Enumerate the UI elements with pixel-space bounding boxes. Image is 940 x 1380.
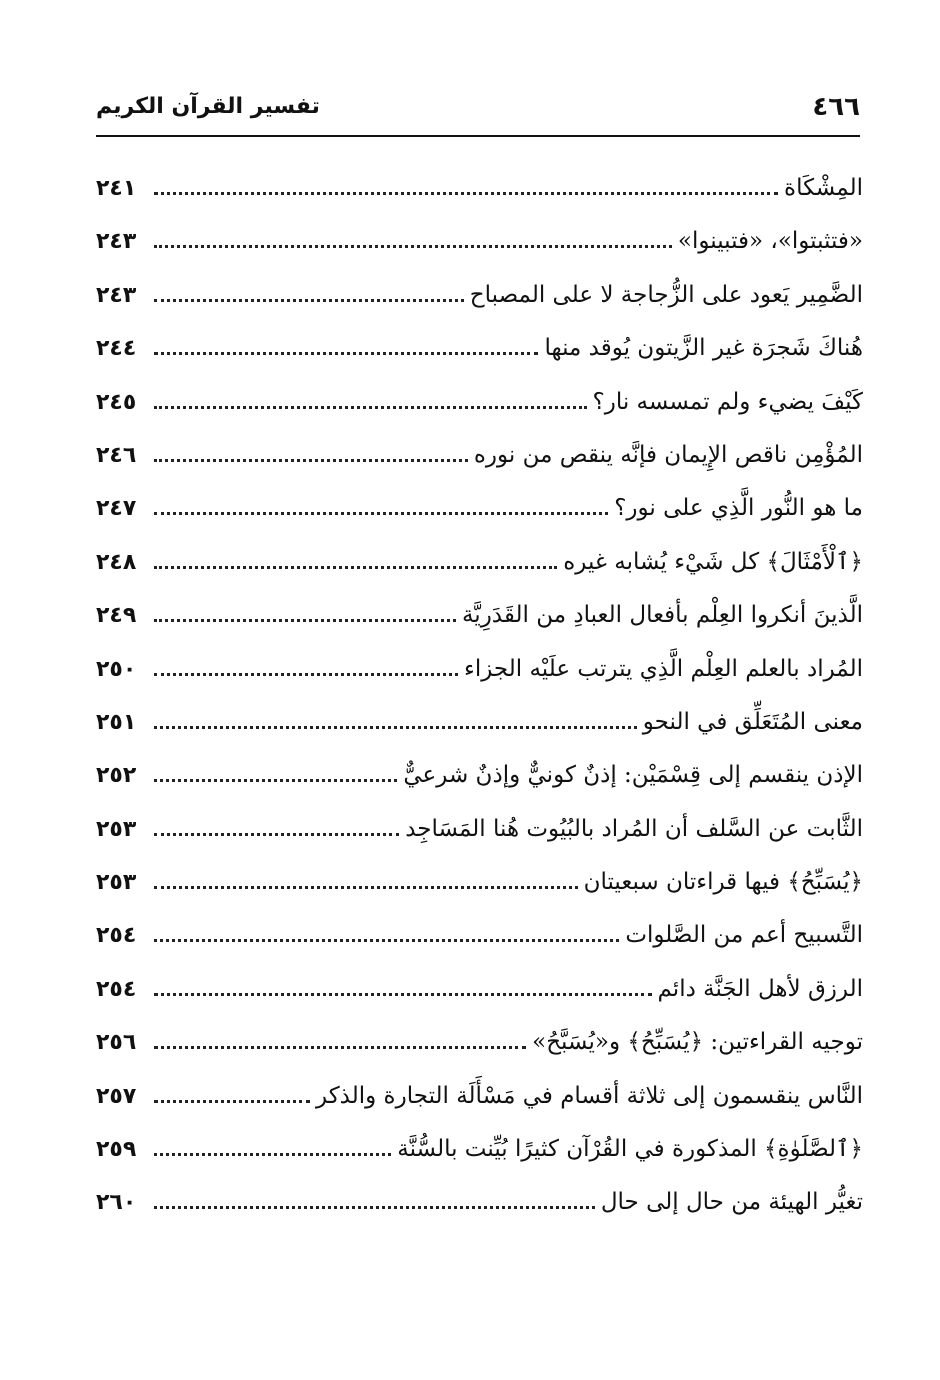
toc-entry-page: ٢٦٠	[96, 1190, 137, 1216]
toc-entry-title: الثَّابت عن السَّلف أن المُراد بالبُيُوت هُنا المَسَاجِد	[405, 815, 863, 842]
toc-entry	[96, 1019, 863, 1072]
running-header	[96, 88, 860, 134]
toc-entry-page: ٢٤٤	[96, 336, 137, 362]
toc-entry	[96, 165, 863, 218]
dot-leader	[154, 245, 672, 248]
dot-leader	[154, 993, 652, 996]
toc-entry-page: ٢٥٤	[96, 976, 137, 1002]
toc-entry-page: ٢٥٣	[96, 816, 137, 842]
dot-leader	[154, 833, 399, 836]
toc-entry-page: ٢٤١	[96, 176, 137, 201]
toc-entry	[96, 592, 863, 645]
toc-entry-title: النَّاس ينقسمون إلى ثلاثة أقسام في مَسْأَلَة التجارة والذكر	[316, 1082, 863, 1109]
dot-leader	[154, 459, 468, 462]
toc-entry-title: التَّسبيح أعم من الصَّلوات	[625, 922, 863, 949]
toc-entry-title: ما هو النُّور الَّذِي على نور؟	[614, 495, 863, 522]
dot-leader	[154, 619, 456, 622]
toc-entry-title: معنى المُتَعَلِّق في النحو	[642, 708, 863, 735]
dot-leader	[154, 673, 458, 676]
toc-entry-page: ٢٥٦	[96, 1030, 137, 1056]
toc-entry-title: الإذن ينقسم إلى قِسْمَيْن: إذنٌ كونيٌّ وإذنٌ شرعيٌّ	[403, 762, 863, 789]
toc-entry-title: هُناكَ شَجرَة غير الزَّيتون يُوقد منها	[544, 335, 863, 362]
toc-entry-page: ٢٤٧	[96, 496, 137, 522]
toc-entry-page: ٢٤٨	[96, 549, 137, 575]
toc-entry	[96, 272, 863, 325]
toc-entry	[96, 1179, 863, 1232]
toc-entry	[96, 325, 863, 378]
toc-entry-title: الَّذينَ أنكروا العِلْم بأفعال العبادِ من القَدَرِيَّة	[461, 602, 863, 629]
toc-entry	[96, 485, 863, 538]
header-divider	[96, 135, 860, 137]
dot-leader	[154, 1100, 310, 1103]
toc-entry	[96, 806, 863, 859]
toc-entry-page: ٢٤٥	[96, 389, 137, 415]
toc-entry-page: ٢٤٣	[96, 282, 137, 308]
toc-entry-title: الرزق لأهل الجَنَّة دائم	[657, 975, 863, 1002]
toc-entry	[96, 966, 863, 1019]
table-of-contents	[96, 165, 863, 1233]
toc-entry	[96, 912, 863, 965]
dot-leader	[154, 1046, 526, 1049]
toc-entry	[96, 1073, 863, 1126]
toc-entry-page: ٢٤٣	[96, 229, 137, 255]
toc-entry-title: تغيُّر الهيئة من حال إلى حال	[600, 1189, 863, 1216]
toc-entry-title: ﴿ٱلْأَمْثَالَ﴾ كل شَيْء يُشابه غيره	[563, 548, 863, 575]
dot-leader	[154, 1206, 595, 1209]
toc-entry-title: المِشْكَاة	[784, 175, 863, 201]
toc-entry-page: ٢٥٩	[96, 1137, 137, 1163]
toc-entry	[96, 646, 863, 699]
dot-leader	[154, 939, 619, 942]
page-number: ٤٦٦	[812, 92, 860, 122]
toc-entry	[96, 539, 863, 592]
toc-entry-title: «فتثبتوا»، «فتبينوا»	[677, 228, 863, 255]
toc-entry-page: ٢٤٩	[96, 603, 137, 629]
toc-entry	[96, 218, 863, 271]
toc-entry-page: ٢٥٠	[96, 656, 137, 682]
toc-entry-page: ٢٥٤	[96, 923, 137, 949]
toc-entry-page: ٢٥١	[96, 709, 137, 735]
toc-entry-title: المُراد بالعلم العِلْم الَّذِي يترتب علَيْه الجزاء	[464, 655, 863, 682]
toc-entry	[96, 379, 863, 432]
dot-leader	[154, 886, 578, 889]
toc-entry-title: ﴿يُسَبِّحُ﴾ فيها قراءتان سبعيتان	[583, 869, 863, 896]
dot-leader	[154, 726, 637, 729]
dot-leader	[154, 299, 464, 302]
dot-leader	[154, 512, 608, 515]
toc-entry-page: ٢٥٢	[96, 763, 137, 789]
toc-entry-title: المُؤْمِن ناقص الإِيمان فإنَّه ينقص من نوره	[473, 441, 863, 468]
book-title: تفسير القرآن الكريم	[96, 94, 320, 119]
dot-leader	[154, 192, 778, 195]
toc-entry-title: ﴿ٱلصَّلَوٰةِ﴾ المذكورة في القُرْآن كثيرًا بُيِّنت بالسُّنَّة	[397, 1136, 863, 1163]
toc-entry	[96, 752, 863, 805]
toc-entry	[96, 432, 863, 485]
toc-entry-page: ٢٥٣	[96, 870, 137, 896]
toc-entry-page: ٢٤٦	[96, 442, 137, 468]
toc-entry-title: كَيْفَ يضيء ولم تمسسه نار؟	[592, 388, 863, 415]
toc-entry-title: الضَّمِير يَعود على الزُّجاجة لا على المصباح	[469, 281, 863, 308]
dot-leader	[154, 406, 587, 409]
toc-entry	[96, 699, 863, 752]
toc-entry-title: توجيه القراءتين: ﴿يُسَبِّحُ﴾ و«يُسَبَّحُ»	[532, 1029, 863, 1056]
dot-leader	[154, 352, 538, 355]
toc-entry	[96, 1126, 863, 1179]
toc-entry	[96, 859, 863, 912]
dot-leader	[154, 566, 557, 569]
dot-leader	[154, 1153, 391, 1156]
dot-leader	[154, 779, 397, 782]
toc-entry-page: ٢٥٧	[96, 1083, 137, 1109]
